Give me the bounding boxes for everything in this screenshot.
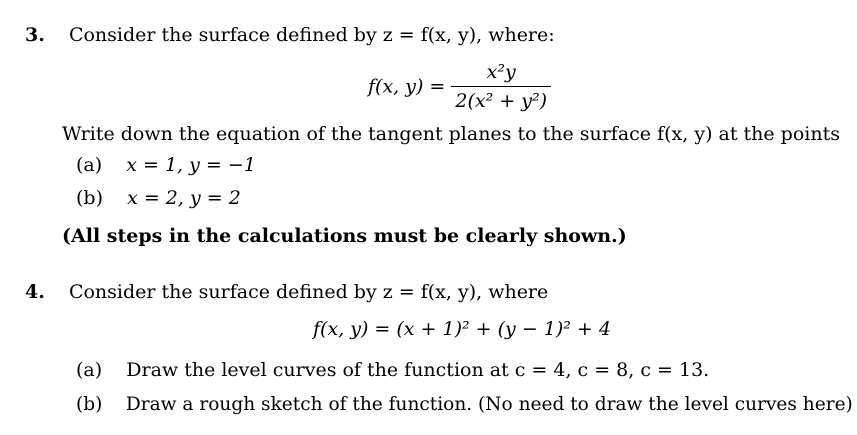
q3-part-a-label: (a)	[76, 154, 103, 176]
q3-part-b-text: x = 2, y = 2	[127, 187, 241, 209]
q3-part-a-text: x = 1, y = −1	[126, 154, 256, 176]
q3-formula-denominator: 2(x² + y²)	[455, 90, 548, 112]
q3-instruction: Write down the equation of the tangent planes to the surface f(x, y) at the points	[62, 123, 840, 145]
q4-intro: Consider the surface defined by z = f(x, y), where	[68, 281, 549, 303]
q4-part-a-label: (a)	[76, 359, 103, 381]
q4-part-a	[76, 358, 709, 382]
q3-part-a	[76, 153, 256, 177]
q3-part-b-label: (b)	[76, 187, 103, 209]
q4-part-b	[76, 392, 853, 416]
q4-part-b-text: Draw a rough sketch of the function. (No need to draw the level curves here)	[125, 393, 853, 415]
q3-formula-lhs: f(x, y) =	[368, 75, 446, 98]
q4-part-a-text: Draw the level curves of the function at c = 4, c = 8, c = 13.	[126, 359, 710, 381]
q3-number: 3.	[25, 24, 45, 46]
q3-part-b	[76, 186, 241, 210]
q3-formula-numerator: x²y	[451, 60, 551, 87]
q4-header	[25, 280, 548, 304]
q3-formula	[368, 60, 551, 116]
q3-formula-fraction	[451, 60, 551, 113]
q4-part-b-label: (b)	[76, 393, 103, 415]
q3-intro: Consider the surface defined by z = f(x, y), where:	[68, 24, 555, 46]
q4-number: 4.	[25, 281, 45, 303]
q4-formula: f(x, y) = (x + 1)² + (y − 1)² + 4	[313, 318, 611, 340]
q3-note: (All steps in the calculations must be clearly shown.)	[62, 225, 627, 247]
q3-header	[25, 23, 555, 47]
